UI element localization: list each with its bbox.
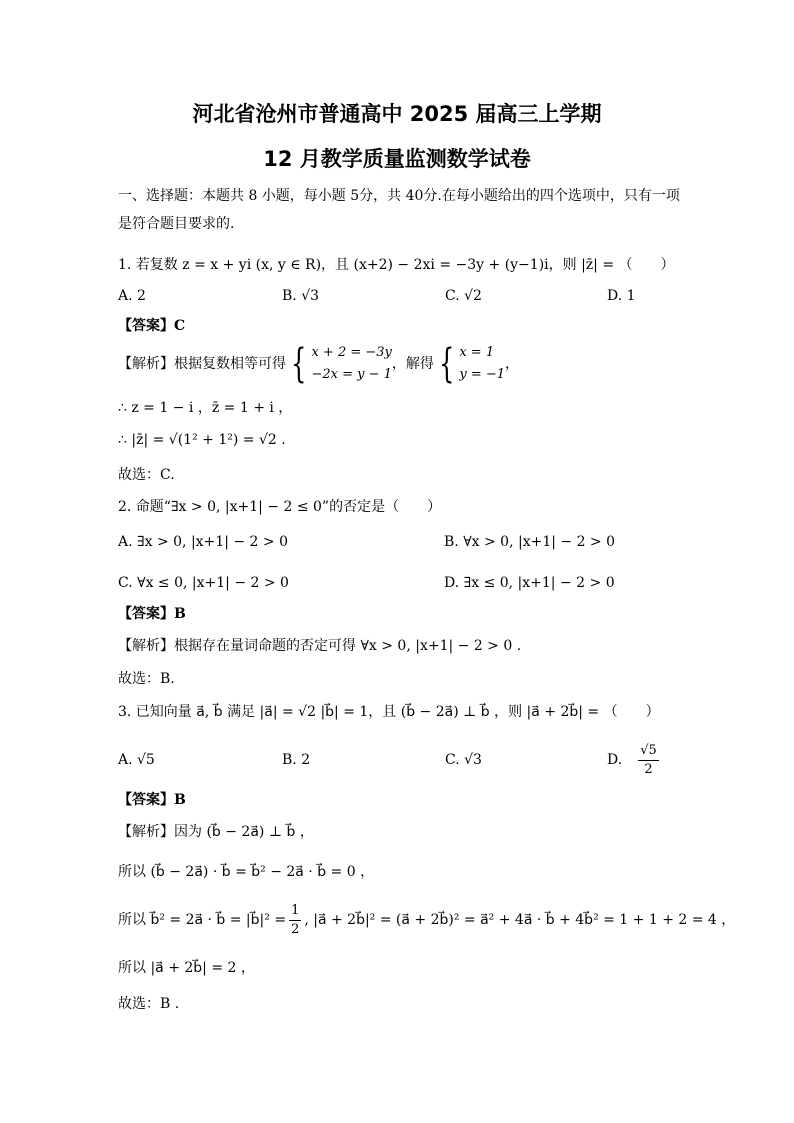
q1-option-d: D. 1 [607,288,636,304]
q1-step-2: ∴ |z̄| = √(1² + 1²) = √2 . [118,432,286,448]
q2-analysis: 【解析】根据存在量词命题的否定可得 ∀x > 0, |x+1| − 2 > 0 . [118,638,522,654]
q3-stem: 3. 已知向量 a⃗, b⃗ 满足 |a⃗| = √2 |b⃗| = 1，且 (b⃗ − 2a⃗) ⊥ b⃗ ，则 |a⃗ + 2b⃗| = （ ） [118,704,660,720]
q3-step-2 [118,900,735,940]
left-brace-icon: { [438,341,455,387]
q1-system-row-2: −2x = y − 1 [311,367,392,382]
q3-step-2-denominator: 2 [291,921,300,937]
q2-stem: 2. 命题“∃x > 0, |x+1| − 2 ≤ 0”的否定是（ ） [118,499,442,515]
q3-step-2-suffix: , |a⃗ + 2b⃗|² = (a⃗ + 2b⃗)² = a⃗² + 4a⃗ · b⃗ + 4b⃗² = 1 + 1 + 2 = 4 ， [304,912,736,928]
q3-option-d-fraction [638,742,659,779]
title-line-1: 河北省沧州市普通高中 2025 届高三上学期 [192,102,602,126]
section-header-line-2: 是符合题目要求的. [118,216,235,232]
q3-option-d-numerator: √5 [638,742,659,761]
left-brace-icon: { [291,341,307,387]
q2-option-a: A. ∃x > 0, |x+1| − 2 > 0 [118,534,288,550]
q1-choice: 故选：C. [118,467,175,483]
q1-step-1: ∴ z = 1 − i ，z̄ = 1 + i ， [118,400,293,416]
q3-option-d-denominator: 2 [644,761,653,777]
title-line-2: 12 月教学质量监测数学试卷 [263,147,531,171]
q2-option-c: C. ∀x ≤ 0, |x+1| − 2 > 0 [118,575,289,591]
q1-answer: 【答案】C [118,318,186,334]
q2-option-d: D. ∃x ≤ 0, |x+1| − 2 > 0 [444,575,615,591]
q3-step-2-fraction [289,902,301,939]
q3-step-2-prefix: 所以 b⃗² = 2a⃗ · b⃗ = |b⃗|² = [118,912,287,928]
q3-option-b: B. 2 [282,752,311,768]
q1-solution-row-2: y = −1 [459,367,506,382]
q3-option-d [607,740,659,780]
q3-answer: 【答案】B [118,792,186,808]
q2-choice: 故选：B. [118,671,175,687]
q3-step-2-numerator: 1 [289,902,301,921]
q1-analysis: 【解析】根据复数相等可得 { x + 2 = −3y −2x = y − 1 ，解得 { x = 1 y = −1 ， [118,341,520,387]
q3-option-a: A. √5 [118,752,155,768]
q3-option-d-label: D. [607,752,623,768]
section-header-line-1: 一、选择题：本题共 8 小题，每小题 5分，共 40分.在每小题给出的四个选项中，只有一项 [118,188,680,204]
q1-analysis-prefix: 【解析】根据复数相等可得 [118,356,286,372]
q3-choice: 故选：B . [118,996,180,1012]
q1-solve-text: ，解得 [391,356,434,372]
q3-step-3: 所以 |a⃗ + 2b⃗| = 2 ， [118,960,255,976]
q1-option-b: B. √3 [282,288,320,304]
q3-option-c: C. √3 [445,752,482,768]
q1-option-c: C. √2 [445,288,482,304]
q1-solution-system [434,342,505,386]
q1-solution-row-1: x = 1 [459,345,495,360]
q3-analysis: 【解析】因为 (b⃗ − 2a⃗) ⊥ b⃗ ， [118,824,314,840]
q3-step-1: 所以 (b⃗ − 2a⃗) · b⃗ = b⃗² − 2a⃗ · b⃗ = 0 ， [118,864,375,880]
q1-equation-system [286,342,392,386]
q1-system-row-1: x + 2 = −3y [311,345,392,360]
q1-stem: 1. 若复数 z = x + yi (x, y ∈ R)，且 (x+2) − 2xi = −3y + (y−1)i，则 |z̄| = （ ） [118,257,675,273]
q2-answer: 【答案】B [118,606,186,622]
q1-option-a: A. 2 [118,288,146,304]
q2-option-b: B. ∀x > 0, |x+1| − 2 > 0 [444,534,616,550]
